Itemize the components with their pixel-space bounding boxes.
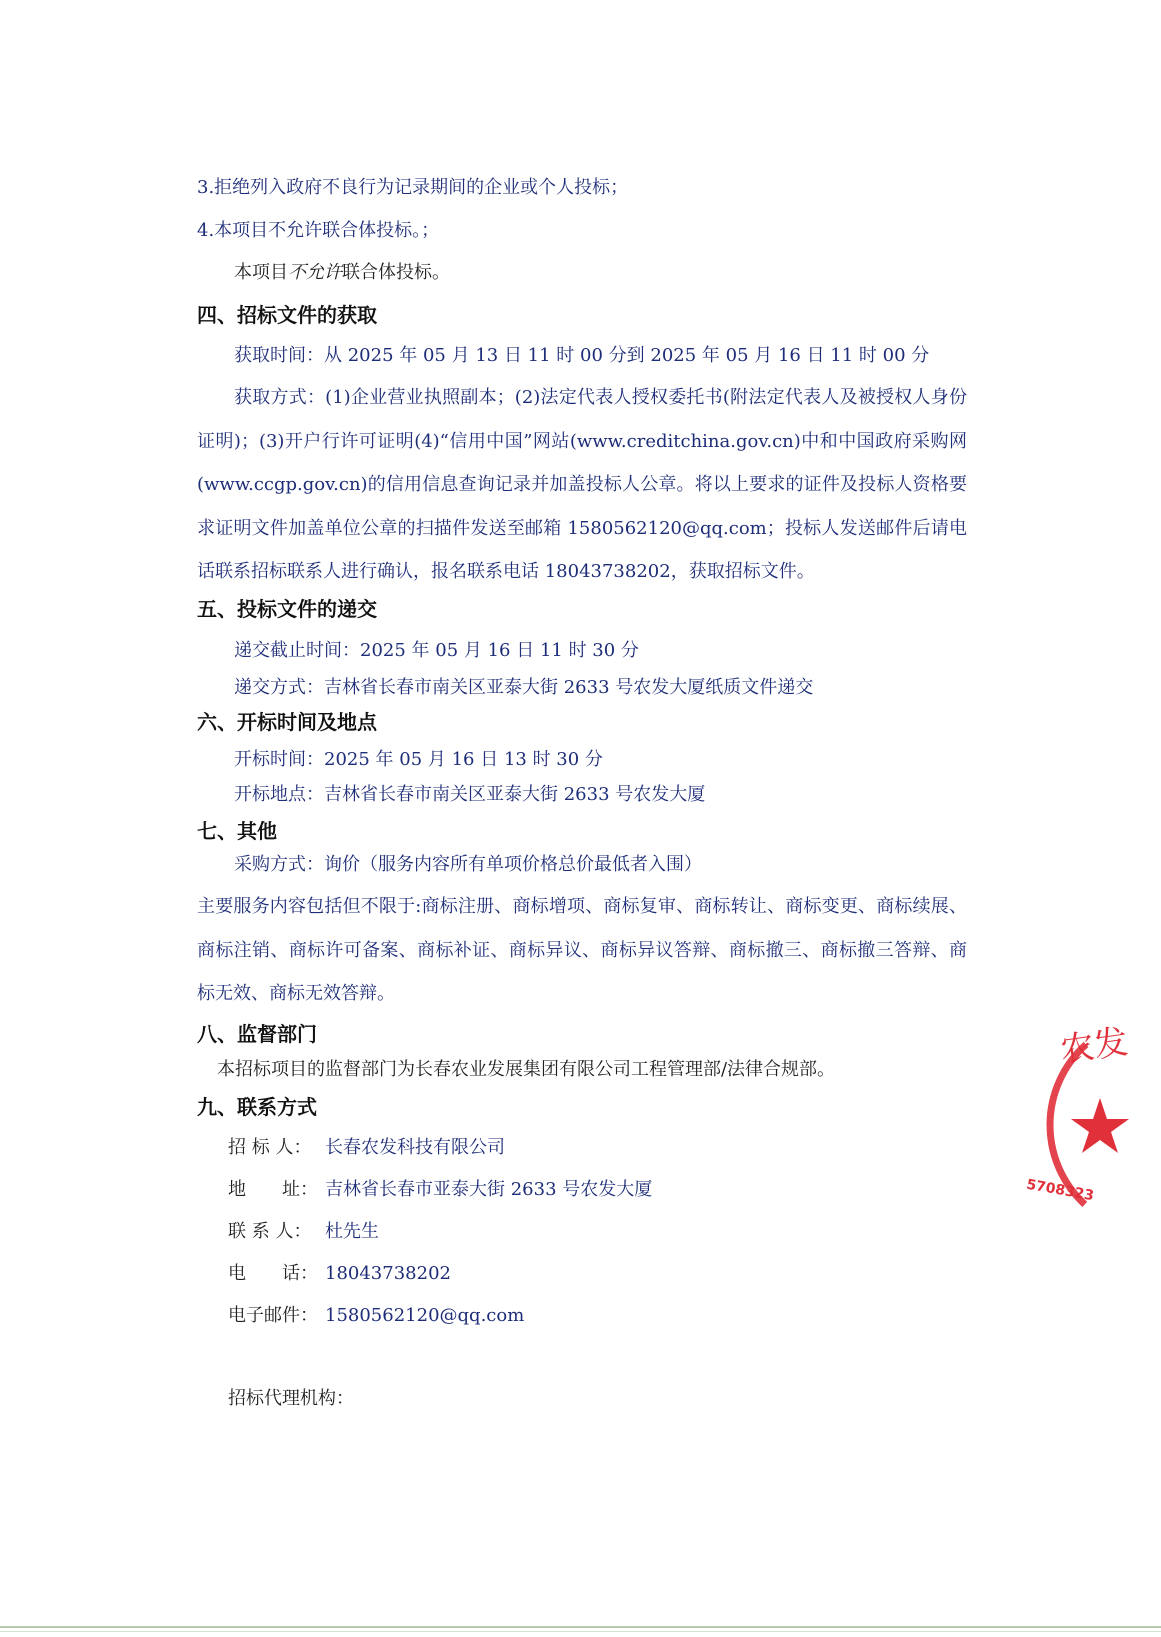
seal-text-bottom: 5708323 <box>1025 1176 1096 1205</box>
joint-bid-statement: 本项目不允许联合体投标。 <box>234 262 450 283</box>
contact-value: 18043738202 <box>325 1263 451 1284</box>
contact-row-phone <box>228 1262 451 1286</box>
seal-star <box>1071 1098 1129 1153</box>
purchase-method: 采购方式：询价（服务内容所有单项价格总价最低者入围） <box>234 854 702 875</box>
contact-row-email <box>228 1304 524 1328</box>
contact-label: 招 标 人： <box>228 1137 312 1158</box>
contact-row-address <box>228 1178 652 1202</box>
section-7-title: 七、其他 <box>197 819 277 843</box>
company-seal-icon <box>1025 1021 1161 1260</box>
seal-text-top: 农发 <box>1057 1021 1131 1071</box>
contact-value: 长春农发科技有限公司 <box>325 1137 505 1158</box>
contact-value: 杜先生 <box>325 1221 379 1242</box>
contact-label: 地 址： <box>228 1179 318 1200</box>
supervision-dept: 本招标项目的监督部门为长春农业发展集团有限公司工程管理部/法律合规部。 <box>217 1059 836 1080</box>
acquire-time: 获取时间：从 2025 年 05 月 13 日 11 时 00 分到 2025 年 05 月 16 日 11 时 00 分 <box>234 345 930 366</box>
opening-time: 开标时间：2025 年 05 月 16 日 13 时 30 分 <box>234 749 603 770</box>
acquire-method: 获取方式：(1)企业营业执照副本；(2)法定代表人授权委托书(附法定代表人及被授权人身份证明)；(3)开户行许可证明(4)“信用中国”网站(www.creditchina.gov.cn)中和中国政府采购网(www.ccgp.gov.cn)的信用信息查询记录并加盖投标人公章。将以上要求的证件及投标人资格要求证明文件加盖单位公章的扫描件发送至邮箱 1580562120@qq.com；投标人发送邮件后请电话联系招标联系人进行确认，报名联系电话 18043738202，获取招标文件。 <box>197 387 967 582</box>
section-4-title: 四、招标文件的获取 <box>197 303 377 327</box>
contact-value: 1580562120@qq.com <box>325 1305 525 1326</box>
contact-label: 电 话： <box>228 1263 318 1284</box>
section-8-title: 八、监督部门 <box>197 1022 317 1046</box>
footer-rule-secondary <box>0 1631 1161 1632</box>
submit-deadline: 递交截止时间：2025 年 05 月 16 日 11 时 30 分 <box>234 640 639 661</box>
submit-method: 递交方式：吉林省长春市南关区亚泰大街 2633 号农发大厦纸质文件递交 <box>234 677 814 698</box>
agency-label: 招标代理机构： <box>228 1388 354 1409</box>
contact-label: 联 系 人： <box>228 1221 312 1242</box>
opening-place: 开标地点：吉林省长春市南关区亚泰大街 2633 号农发大厦 <box>234 784 706 805</box>
contact-value: 吉林省长春市亚泰大街 2633 号农发大厦 <box>325 1179 653 1200</box>
contact-label: 电子邮件： <box>228 1305 318 1326</box>
item-4: 4.本项目不允许联合体投标。； <box>197 220 440 241</box>
service-content: 主要服务内容包括但不限于:商标注册、商标增项、商标复审、商标转让、商标变更、商标续展、商标注销、商标许可备案、商标补证、商标异议、商标异议答辩、商标撤三、商标撤三答辩、商标无效、商标无效答辩。 <box>197 896 967 1004</box>
contact-row-tenderer <box>228 1136 505 1160</box>
contact-row-person <box>228 1220 379 1244</box>
item-3: 3.拒绝列入政府不良行为记录期间的企业或个人投标； <box>197 177 629 198</box>
section-5-title: 五、投标文件的递交 <box>197 597 377 621</box>
footer-rule <box>0 1626 1161 1628</box>
section-9-title: 九、联系方式 <box>197 1095 317 1119</box>
joint-bid-emphasis: 不允许 <box>288 262 342 283</box>
section-6-title: 六、开标时间及地点 <box>197 710 377 734</box>
